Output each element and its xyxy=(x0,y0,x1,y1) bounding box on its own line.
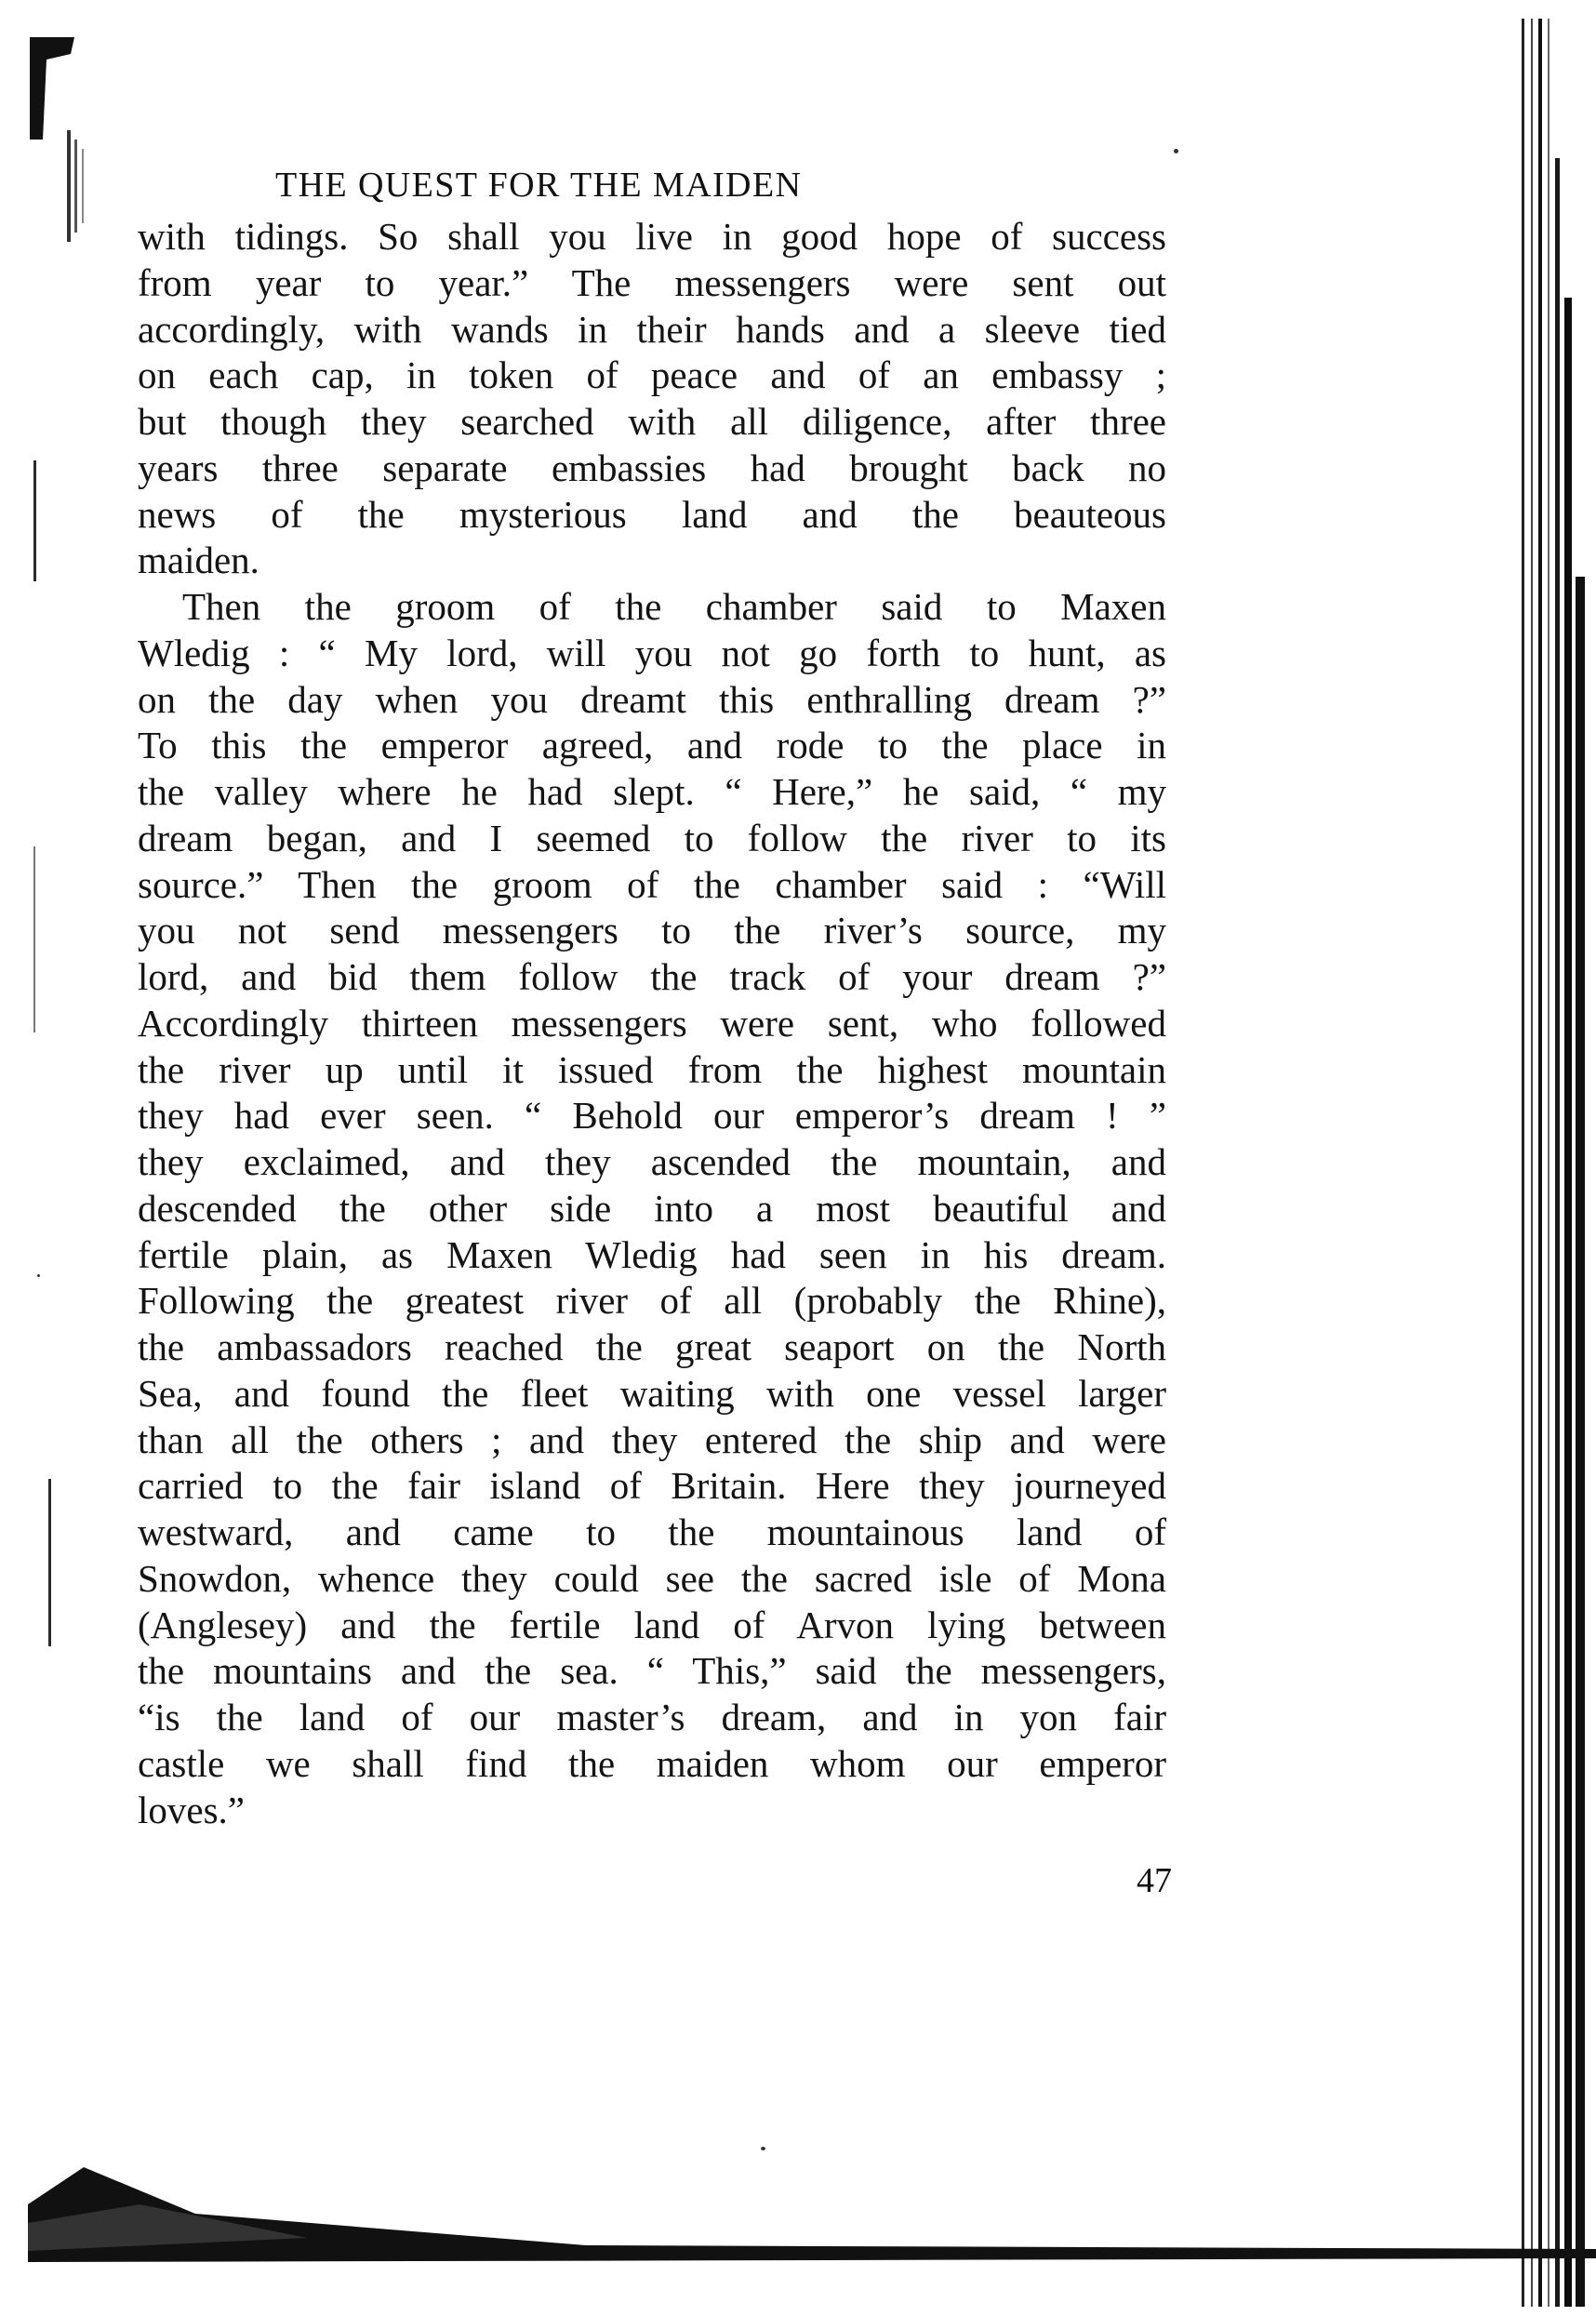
ink-speck xyxy=(37,1274,40,1277)
page-number: 47 xyxy=(1137,1861,1172,1900)
text-line: years three separate embassies had brought back no xyxy=(138,446,1166,489)
book-spine-edge xyxy=(1514,19,1596,2307)
text-line: than all the others ; and they entered the ship and were xyxy=(138,1418,1166,1461)
ink-speck xyxy=(761,2147,765,2150)
body-text xyxy=(138,214,1166,1833)
text-line: with tidings. So shall you live in good hope of success xyxy=(138,215,1166,258)
text-line: they had ever seen. “ Behold our emperor’s dream ! ” xyxy=(138,1094,1166,1138)
text-line: (Anglesey) and the fertile land of Arvon lying between xyxy=(138,1603,1166,1646)
text-line: fertile plain, as Maxen Wledig had seen in his dream. xyxy=(138,1232,1166,1276)
ink-speck xyxy=(1174,149,1178,153)
text-line: source.” Then the groom of the chamber said : “Will xyxy=(138,862,1166,906)
text-line: dream began, and I seemed to follow the river to its xyxy=(138,816,1166,859)
text-line: “is the land of our master’s dream, and in yon fair xyxy=(138,1696,1166,1738)
corner-ink-mark xyxy=(28,37,74,140)
text-line: To this the emperor agreed, and rode to the place in xyxy=(138,724,1166,767)
text-line: Following the greatest river of all (probably the Rhine), xyxy=(138,1279,1166,1323)
text-line: from year to year.” The messengers were sent out xyxy=(138,260,1166,304)
text-line: loves.” xyxy=(138,1788,245,1831)
text-line: castle we shall find the maiden whom our emperor xyxy=(138,1741,1166,1785)
margin-rule xyxy=(48,1479,51,1646)
text-line: accordingly, with wands in their hands and a sleeve tied xyxy=(138,307,1166,351)
text-line: Then the groom of the chamber said to Maxen xyxy=(182,585,1166,628)
text-line: the river up until it issued from the highest mountain xyxy=(138,1047,1166,1091)
text-line: on each cap, in token of peace and of an embassy ; xyxy=(138,353,1166,397)
text-line: Snowdon, whence they could see the sacred isle of Mona xyxy=(138,1556,1166,1600)
text-line: they exclaimed, and they ascended the mountain, and xyxy=(138,1140,1166,1183)
page-bottom-edge-shadow xyxy=(28,2149,1596,2279)
margin-rule xyxy=(33,460,36,581)
text-line: news of the mysterious land and the beauteous xyxy=(138,492,1166,536)
text-line: you not send messengers to the river’s source, my xyxy=(138,909,1166,952)
text-line: Sea, and found the fleet waiting with one vessel larger xyxy=(138,1371,1166,1415)
text-line: the ambassadors reached the great seaport on the North xyxy=(138,1325,1166,1368)
text-line: on the day when you dreamt this enthralling dream ?” xyxy=(138,677,1166,721)
text-line: but though they searched with all diligence, after three xyxy=(138,400,1166,443)
text-line: lord, and bid them follow the track of your dream ?” xyxy=(138,955,1166,998)
text-line: descended the other side into a most beautiful and xyxy=(138,1186,1166,1230)
binding-shadow-mark xyxy=(61,130,99,251)
text-line: carried to the fair island of Britain. Here they journeyed xyxy=(138,1464,1166,1508)
text-line: maiden. xyxy=(138,539,259,582)
text-line: Accordingly thirteen messengers were sent, who followed xyxy=(138,1001,1166,1045)
text-line: westward, and came to the mountainous land of xyxy=(138,1511,1166,1553)
text-line: the valley where he had slept. “ Here,” he said, “ my xyxy=(138,770,1166,813)
running-head: THE QUEST FOR THE MAIDEN xyxy=(275,166,803,205)
margin-rule xyxy=(33,846,35,1032)
text-line: Wledig : “ My lord, will you not go forth to hunt, as xyxy=(138,631,1166,674)
text-line: the mountains and the sea. “ This,” said the messengers, xyxy=(138,1649,1166,1693)
